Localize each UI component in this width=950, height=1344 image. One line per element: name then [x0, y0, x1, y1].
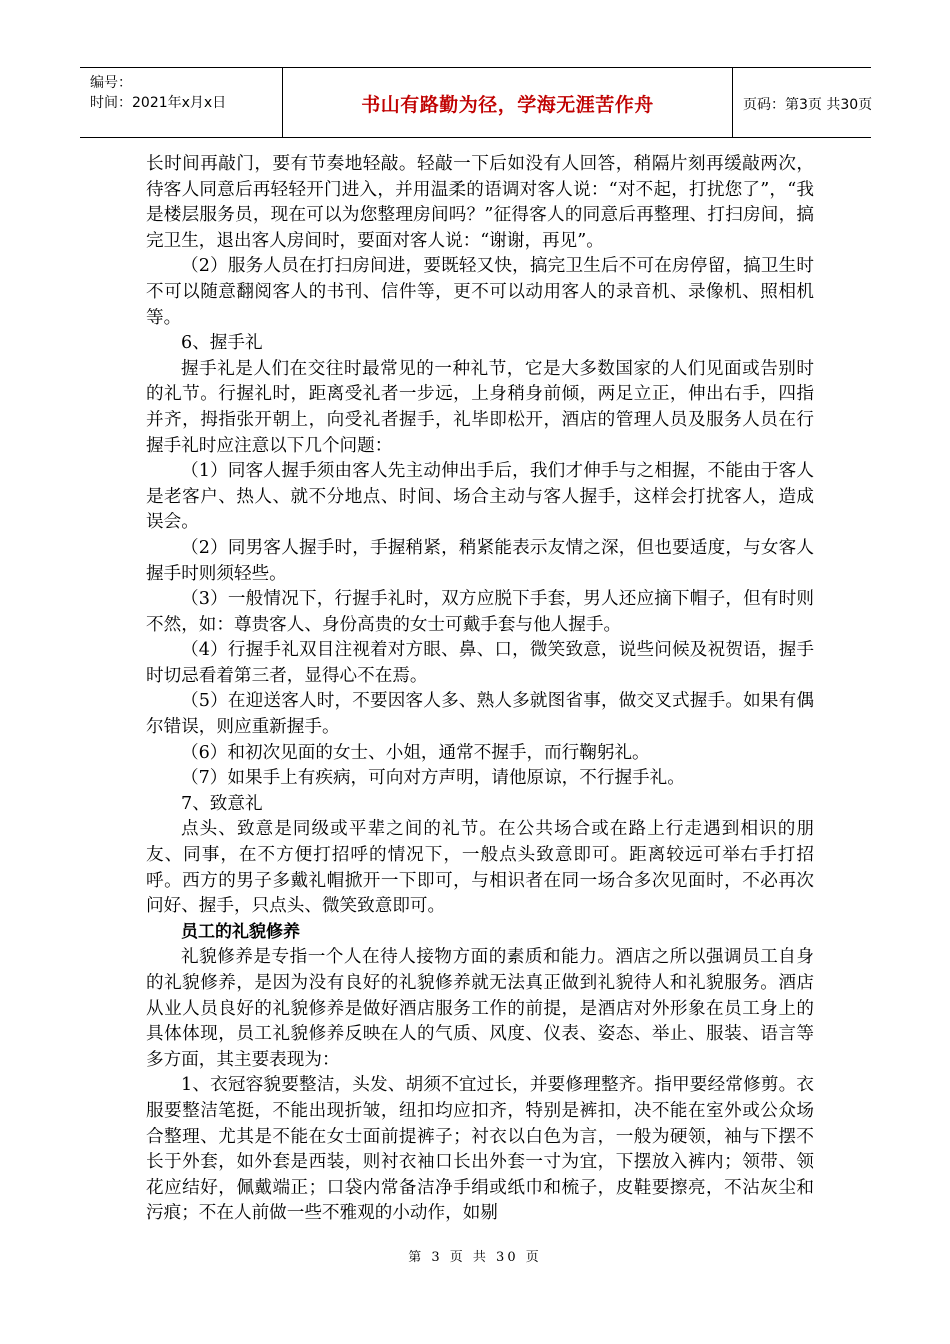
body-paragraph: （1）同客人握手须由客人先主动伸出手后，我们才伸手与之相握，不能由于客人是老客户、热人、就不分地点、时间、场合主动与客人握手，这样会打扰客人，造成误会。	[146, 461, 814, 533]
body-paragraph: （2）服务人员在打扫房间进，要既轻又快，搞完卫生后不可在房停留，搞卫生时不可以随意翻阅客人的书刊、信件等，更不可以动用客人的录音机、录像机、照相机等。	[146, 256, 814, 328]
body-paragraph: 礼貌修养是专指一个人在待人接物方面的素质和能力。酒店之所以强调员工自身的礼貌修养，是因为没有良好的礼貌修养就无法真正做到礼貌待人和礼貌服务。酒店从业人员良好的礼貌修养是做好酒店服务工作的前提，是酒店对外形象在员工身上的具体体现，员工礼貌修养反映在人的气质、风度、仪表、姿态、举止、服装、语言等多方面，其主要表现为：	[146, 947, 814, 1070]
header-motto-cell	[283, 68, 733, 137]
body-paragraph: （2）同男客人握手时，手握稍紧，稍紧能表示友情之深，但也要适度，与女客人握手时则须轻些。	[146, 537, 814, 584]
body-paragraph: 长时间再敲门，要有节奏地轻敲。轻敲一下后如没有人回答，稍隔片刻再缓敲两次，待客人同意后再轻轻开门进入，并用温柔的语调对客人说：“对不起，打扰您了”，“我是楼层服务员，现在可以为您整理房间吗？”征得客人的同意后再整理、打扫房间，搞完卫生，退出客人房间时，要面对客人说：“谢谢，再见”。	[146, 154, 814, 251]
header-page-cell	[733, 68, 871, 137]
body-paragraph: 6、握手礼	[181, 333, 263, 354]
body-paragraph: （7）如果手上有疾病，可向对方声明，请他原谅，不行握手礼。	[181, 768, 685, 789]
body-paragraph: （3）一般情况下，行握手礼时，双方应脱下手套，男人还应摘下帽子，但有时则不然，如：尊贵客人、身份高贵的女士可戴手套与他人握手。	[146, 589, 814, 635]
document-date-label: 时间：2021年x月x日	[90, 95, 227, 111]
body-paragraph: 1、衣冠容貌要整洁，头发、胡须不宜过长，并要修理整齐。指甲要经常修剪。衣服要整洁笔挺，不能出现折皱，纽扣均应扣齐，特别是裤扣，决不能在室外或公众场合整理、尤其是不能在女士面前提裤子；衬衣以白色为言，一般为硬领，袖与下摆不长于外套，如外套是西装，则衬衣袖口长出外套一寸为宜，下摆放入裤内；领带、领花应结好，佩戴端正；口袋内常备洁净手绢或纸巾和梳子，皮鞋要擦亮，不沾灰尘和污痕；不在人前做一些不雅观的小动作，如剔	[146, 1075, 814, 1224]
body-paragraph: 7、致意礼	[181, 793, 263, 814]
header-info-cell	[80, 68, 283, 137]
body-paragraph: （4）行握手礼双目注视着对方眼、鼻、口，微笑致意，说些问候及祝贺语，握手时切忌看着第三者，显得心不在焉。	[146, 640, 814, 686]
body-paragraph: （5）在迎送客人时，不要因客人多、熟人多就图省事，做交叉式握手。如果有偶尔错误，则应重新握手。	[146, 691, 814, 738]
page-header	[80, 67, 871, 138]
body-paragraph: （6）和初次见面的女士、小姐，通常不握手，而行鞠躬礼。	[181, 742, 650, 763]
body-paragraph: 握手礼是人们在交往时最常见的一种礼节，它是大多数国家的人们见面或告别时的礼节。行握礼时，距离受礼者一步远，上身稍身前倾，两足立正，伸出右手，四指并齐，拇指张开朝上，向受礼者握手，礼毕即松开，酒店的管理人员及服务人员在行握手礼时应注意以下几个问题：	[146, 358, 814, 456]
document-number-label: 编号：	[90, 75, 132, 91]
document-body	[146, 152, 814, 1227]
section-heading: 员工的礼貌修养	[181, 921, 300, 942]
body-paragraph: 点头、致意是同级或平辈之间的礼节。在公共场合或在路上行走遇到相识的朋友、同事，在不方便打招呼的情况下，一般点头致意即可。距离较远可举右手打招呼。西方的男子多戴礼帽掀开一下即可，与相识者在同一场合多次见面时，不必再次问好、握手，只点头、微笑致意即可。	[146, 819, 814, 917]
header-motto: 书山有路勤为径，学海无涯苦作舟	[361, 94, 654, 116]
page-footer: 第 3 页 共 30 页	[408, 1250, 542, 1265]
header-page-number: 页码：第3页 共30页	[743, 97, 873, 113]
